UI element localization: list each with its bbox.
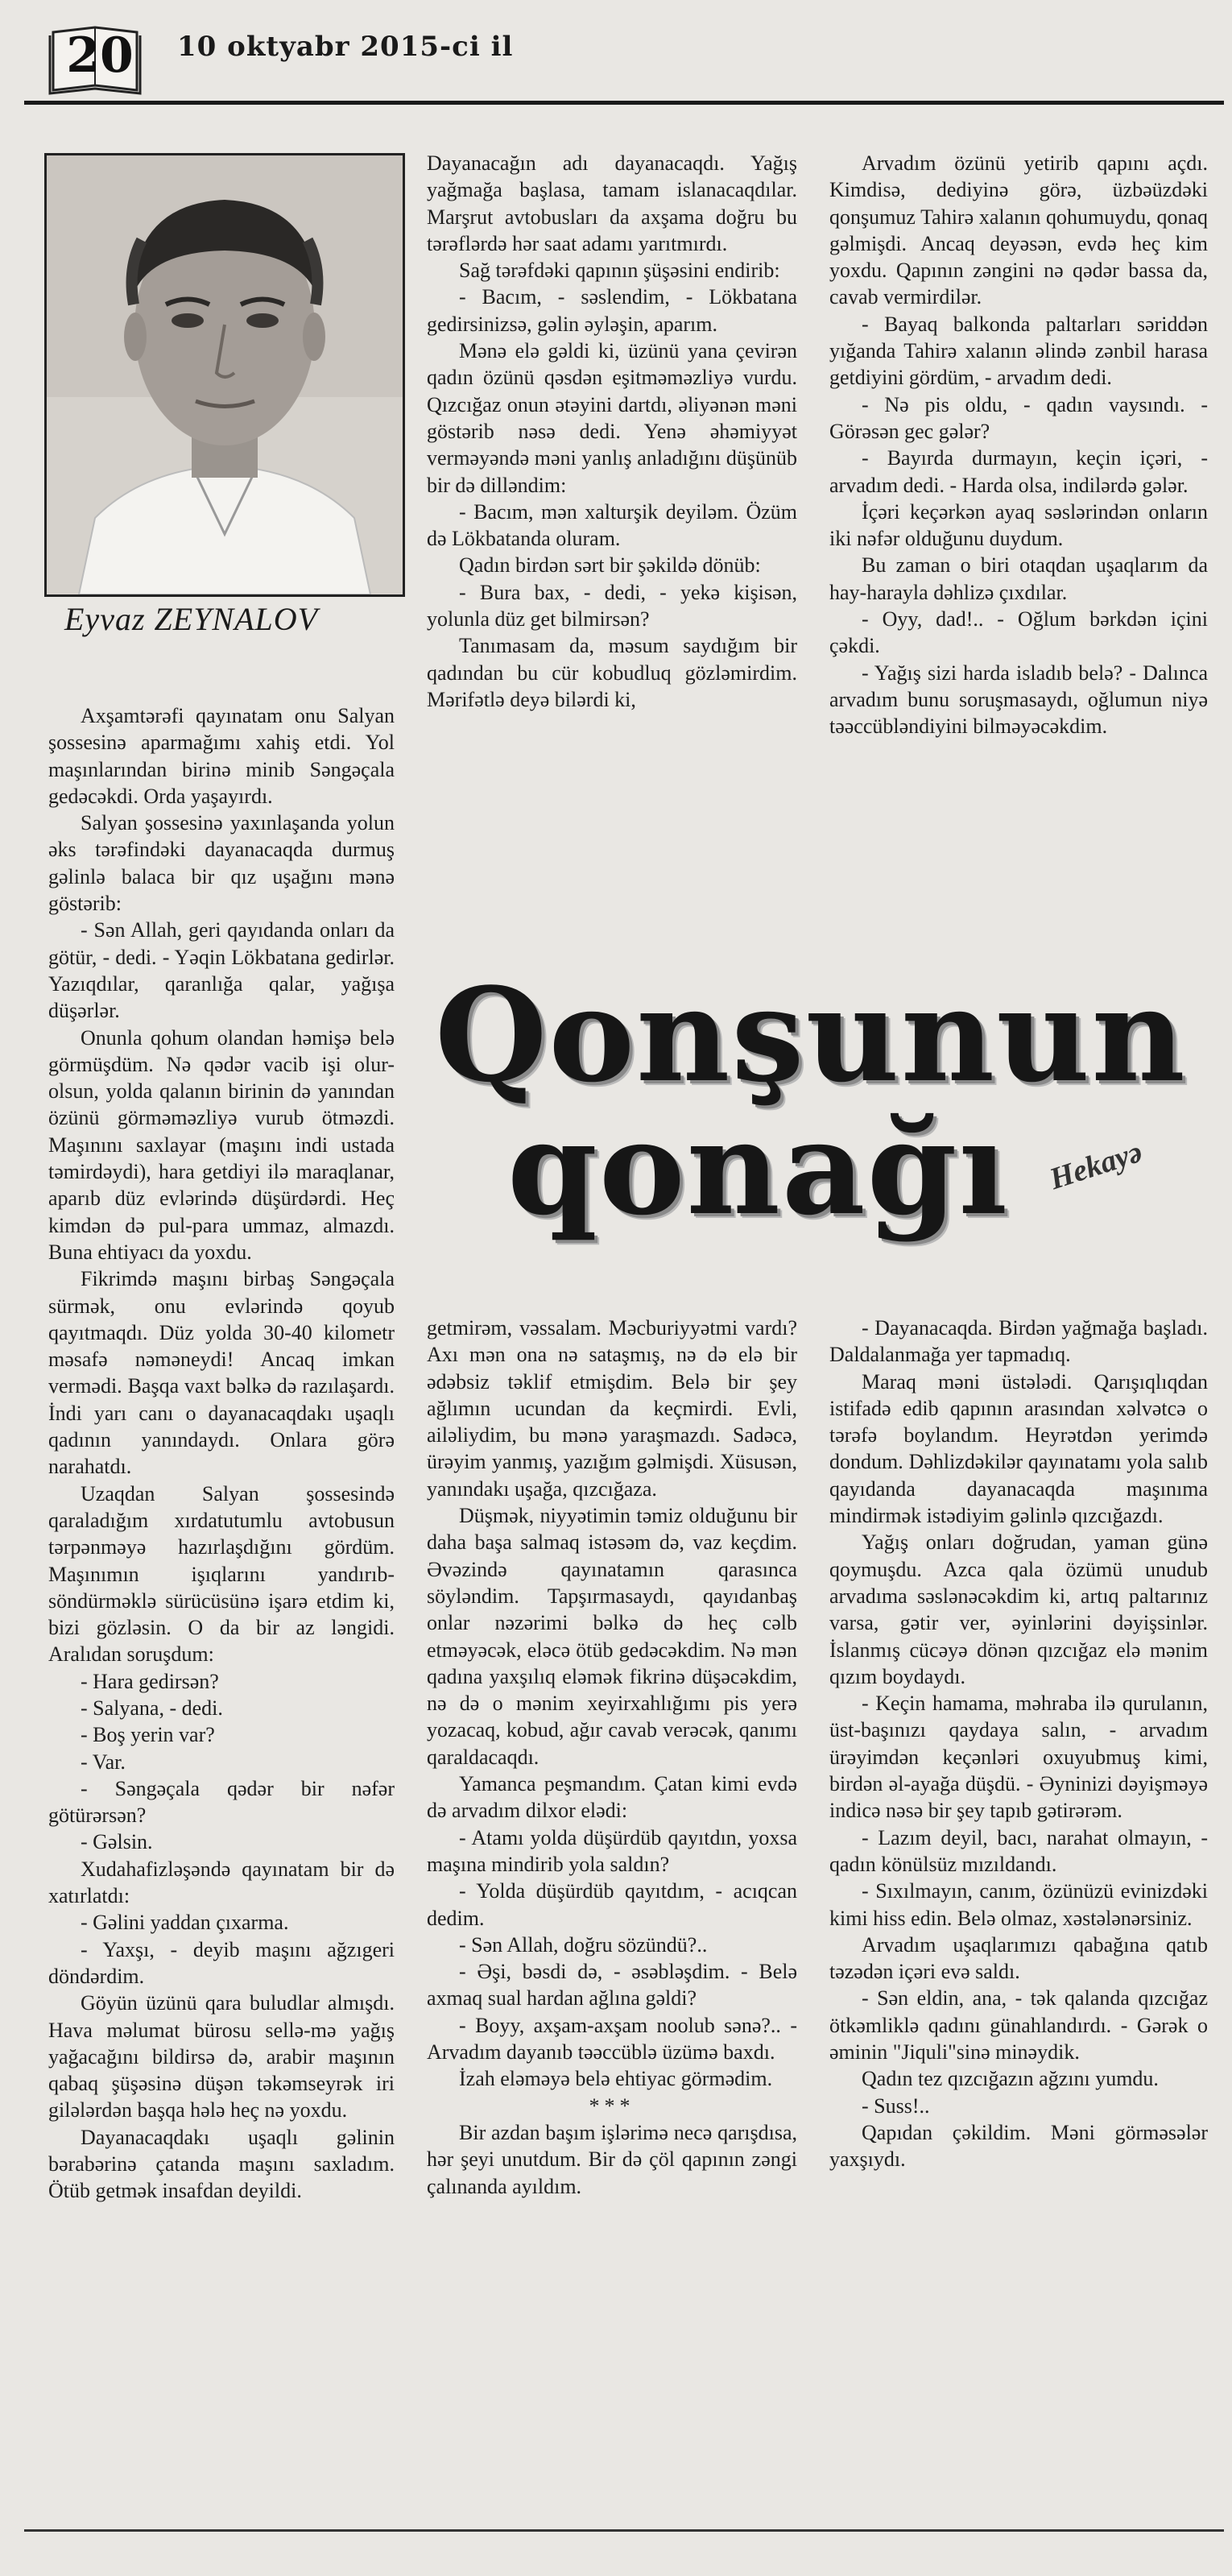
paragraph: - Var. [81,1750,126,1774]
page-number: 20 [66,27,134,84]
genre-label: Hekayə [1045,1134,1147,1197]
paragraph: getmirəm, vəssalam. Məcburiyyətmi vardı? Axı mən ona nə sataşmış, nə də elə bir ədəbsiz təklif etmişdim. Belə bir şey ağlımın ucundan da keçmirdi. Evli, ailəliydim, bu mənə yaraşmazdı. Sadəcə, ürəyim yanmış, yazığım gəlmişdi. Xüsusən, yanındakı uşağa, qızcığaza. [427,1316,797,1501]
text-column-3-bottom [829,1315,1208,2173]
paragraph: Dayanacaqdakı uşaqlı gəlinin bərabərinə çatanda maşını saxladım. Ötüb getmək insafdan deyildi. [48,2125,395,2203]
paragraph: - Yağış sizi harda isladıb belə? - Dalınca arvadım bunu soruşmasaydı, oğlumun niyə təəccübləndiyini bilməyəcəkdim. [829,661,1208,739]
paragraph: İçəri keçərkən ayaq səslərindən onların iki nəfər olduğunu duydum. [829,499,1208,551]
paragraph: - Keçin hamama, məhraba ilə qurulanın, üst-başınızı qaydaya salın, - arvadım ürəyimdən keçənləri oxuyubmuş kimi, birdən əl-ayağa düşdü. - Əyninizi dəyişməyə indicə nəsə bir şey tapıb gətirərəm. [829,1692,1208,1823]
portrait-image [47,155,403,594]
paragraph: - Oyy, dad!.. - Oğlum bərkdən içini çəkdi. [829,607,1208,658]
text-column-3-top [829,150,1208,740]
paragraph: - Sıxılmayın, canım, özünüzü evinizdəki kimi hiss edin. Belə olmaz, xəstələnərsiniz. [829,1879,1208,1930]
paragraph: Fikrimdə maşını birbaş Səngəçala sürmək, onu evlərində qoyub qayıtmaqdı. Düz yolda 30-40 kilometr məsafə nəməneydi! Ancaq imkan vermədi. Başqa vaxt bəlkə də razılaşardı. İndi yarı canı o dayanacaqdakı uşaqlı qadının yanındaydı. Onlara görə narahatdı. [48,1267,395,1479]
paragraph: Uzaqdan Salyan şossesində qaraladığım xırdatutumlu avtobusun tərpənməyə hazırlaşdığını gördüm. Maşınımın işıqlarını yandırıb-söndürməklə sürücüsünə işarə etdim ki, bizi gözləsin. O da bir az ləngidi. Aralıdan soruşdum: [48,1481,395,1667]
section-separator: *** [589,2094,635,2118]
text-column-2-top [427,150,797,713]
paragraph: - Salyana, - dedi. [81,1696,223,1720]
paragraph: Qadın tez qızcığazın ağzını yumdu. [862,2067,1159,2091]
paragraph: - Bacım, - səslendim, - Lökbatana gedirsinizsə, gəlin əyləşin, aparım. [427,285,797,336]
paragraph: İzah eləməyə belə ehtiyac görmədim. [459,2067,773,2091]
text-column-2-bottom [427,1315,797,2200]
page-number-badge [47,16,143,97]
paragraph: - Əşi, bəsdi də, - əsəbləşdim. - Belə axmaq sual hardan ağlına gəldi? [427,1960,797,2011]
paragraph: Göyün üzünü qara buludlar almışdı. Hava məlumat bürosu sellə-mə yağış yağacağını bildirsə də, arabir maşının qabaq şüşəsinə düşən təkəmseyrək iri gilələrdən başqa hələ heç nə yoxdu. [48,1991,395,2123]
paragraph: - Bayaq balkonda paltarları səriddən yığanda Tahirə xalanın əlində zənbil harasa getdiyini gördüm, - arvadım dedi. [829,312,1208,390]
paragraph: Salyan şossesinə yaxınlaşanda yolun əks tərəfindəki dayanacaqda durmuş gəlinlə balaca bir qız uşağını mənə göstərib: [48,811,395,916]
paragraph: - Sən Allah, doğru sözündü?.. [459,1932,708,1957]
paragraph: - Nə pis oldu, - qadın vaysındı. - Görəsən gec gələr? [829,392,1208,443]
author-photo [44,153,405,597]
paragraph: Yağış onları doğrudan, yaman günə qoymuşdu. Azca qala özümü unudub arvadıma səslənəcəkdim ki, artıq paltarınız varsa, gətir ver, əyinlərini dəyişsinlər. İslanmış cücəyə dönən qızcığaz elə mənim qızım boydaydı. [829,1530,1208,1688]
paragraph: - Boyy, axşam-axşam noolub sənə?.. - Arvadım dayanıb təəccüblə üzümə baxdı. [427,2013,797,2065]
paragraph: Arvadım uşaqlarımızı qabağına qatıb təzədən içəri evə saldı. [829,1932,1208,1984]
paragraph: Onunla qohum olandan həmişə belə görmüşdüm. Nə qədər vacib işi olur-olsun, yolda qalanın birinin də yanından özünü görməməzliyə vurub ötməzdi. Maşınını saxlayar (maşını indi ustada təmirdəydi), hara getdiyi ilə maraqlanar, aparıb düz evlərində düşürdərdi. Heç kimdən də pul-para ummaz, almazdı. Buna ehtiyacı da yoxdu. [48,1025,395,1264]
paragraph: Maraq məni üstələdi. Qarışıqlıqdan istifadə edib qapının arasından xəlvətcə o tərəfə boylandım. Heyrətdən yerimdə dondum. Dəhlizdəkilər qayınatamı yola salıb qayıdanda dayanacaqda maşınıma mindirmək istədiyim gəlinlə qızcığazdı. [829,1369,1208,1528]
issue-date: 10 oktyabr 2015-ci il [177,31,514,63]
paragraph: Dayanacağın adı dayanacaqdı. Yağış yağmağa başlasa, tamam islanacaqdılar. Marşrut avtobusları da axşama doğru bu tərəflərdə hər saat adamı yarıtmırdı. [427,151,797,255]
paragraph: Sağ tərəfdəki qapının şüşəsini endirib: [459,259,780,283]
title-line-1: Qonşunun [435,959,1187,1111]
paragraph: - Yaxşı, - deyib maşını ağzıgeri döndərdim. [48,1937,395,1988]
paragraph: - Lazım deyil, bacı, narahat olmayın, - qadın könülsüz mızıldandı. [829,1825,1208,1876]
text-column-1 [48,702,395,2205]
paragraph: - Gəlini yaddan çıxarma. [81,1911,289,1935]
paragraph: Axşamtərəfi qayınatam onu Salyan şossesinə aparmağımı xahiş etdi. Yol maşınlarından birinə minib Səngəçala gedəcəkdi. Orda yaşayırdı. [48,704,395,808]
paragraph: - Səngəçala qədər bir nəfər götürərsən? [48,1776,395,1828]
page-header [0,0,1232,105]
paragraph: - Gəlsin. [81,1830,153,1854]
title-line-2: qonağı [507,1092,1010,1244]
paragraph: - Bura bax, - dedi, - yekə kişisən, yolunla düz get bilmirsən? [427,580,797,632]
paragraph: Qadın birdən sərt bir şəkildə dönüb: [459,553,761,578]
paragraph: - Yolda düşürdüb qayıtdım, - acıqcan dedim. [427,1879,797,1930]
author-name: Eyvaz ZEYNALOV [64,601,319,637]
paragraph: - Atamı yolda düşürdüb qayıtdın, yoxsa maşına mindirib yola saldın? [427,1825,797,1876]
paragraph: Mənə elə gəldi ki, üzünü yana çevirən qadın özünü qəsdən eşitməməzliyə vurdu. Qızcığaz onun ətəyini dartdı, əliyənən məni göstərib nəsə dedi. Yenə əhəmiyyət verməyəndə məni yanlış anladığını düşünüb bir də dilləndim: [427,339,797,497]
paragraph: Bir azdan başım işlərimə necə qarışdısa, hər şeyi unutdum. Bir də çöl qapının zəngi çalınanda ayıldım. [427,2120,797,2198]
paragraph: Qapıdan çəkildim. Məni görməsələr yaxşıydı. [829,2120,1208,2172]
article-title [435,959,1208,1285]
paragraph: - Bacım, mən xalturşik deyiləm. Özüm də Lökbatanda oluram. [427,499,797,551]
footer-rule [24,2529,1224,2532]
paragraph: - Suss!.. [862,2094,930,2118]
paragraph: Arvadım özünü yetirib qapını açdı. Kimdisə, dediyinə görə, üzbəüzdəki qonşumuz Tahirə xalanın qohumuydu, qonaq gəlmişdi. Ancaq deyəsən, evdə heç kim yoxdu. Qapının zəngini nə qədər bassa da, cavab vermirdilər. [829,151,1208,309]
paragraph: Tanımasam da, məsum saydığım bir qadından bu cür kobudluq gözləmirdim. Mərifətlə deyə bilərdi ki, [427,634,797,711]
paragraph: - Bayırda durmayın, keçin içəri, - arvadım dedi. - Harda olsa, indilərdə gələr. [829,446,1208,497]
paragraph: - Sən eldin, ana, - tək qalanda qızcığaz ötkəmliklə qadını günahlandırdı. - Gərək o əminin "Jiquli"sinə minəydik. [829,1986,1208,2065]
paragraph: - Hara gedirsən? [81,1669,219,1693]
paragraph: - Boş yerin var? [81,1723,215,1747]
paragraph: Xudahafizləşəndə qayınatam bir də xatırlatdı: [48,1857,395,1908]
paragraph: Bu zaman o biri otaqdan uşaqlarım da hay-harayla dəhlizə çıxdılar. [829,553,1208,604]
paragraph: - Dayanacaqda. Birdən yağmağa başladı. Daldalanmağa yer tapmadıq. [829,1316,1208,1367]
paragraph: Yamanca peşmandım. Çatan kimi evdə də arvadım dilxor elədi: [427,1772,797,1823]
paragraph: - Sən Allah, geri qayıdanda onları da götür, - dedi. - Yəqin Lökbatana gedirlər. Yazıqdılar, qaranlığa qalar, yağışa düşərlər. [48,918,395,1023]
header-rule [24,101,1224,105]
paragraph: Düşmək, niyyətimin təmiz olduğunu bir daha başa salmaq istəsəm də, vaz keçdim. Əvəzində qayınatamın qarasınca söyləndim. Tapşırmasaydı, qayıdanbaş onlar nəzərimi bəlkə də heç cəlb etməyəcək, eləcə ötüb gedəcəkdim. Nə mən qadına yaxşılıq eləmək fikrinə düşəcəkdim, nə də o mənim xeyirxahlığımı pis yerə yozacaq, kobud, ağır cavab verəcək, qanımı qaraldacaqdı. [427,1504,797,1769]
